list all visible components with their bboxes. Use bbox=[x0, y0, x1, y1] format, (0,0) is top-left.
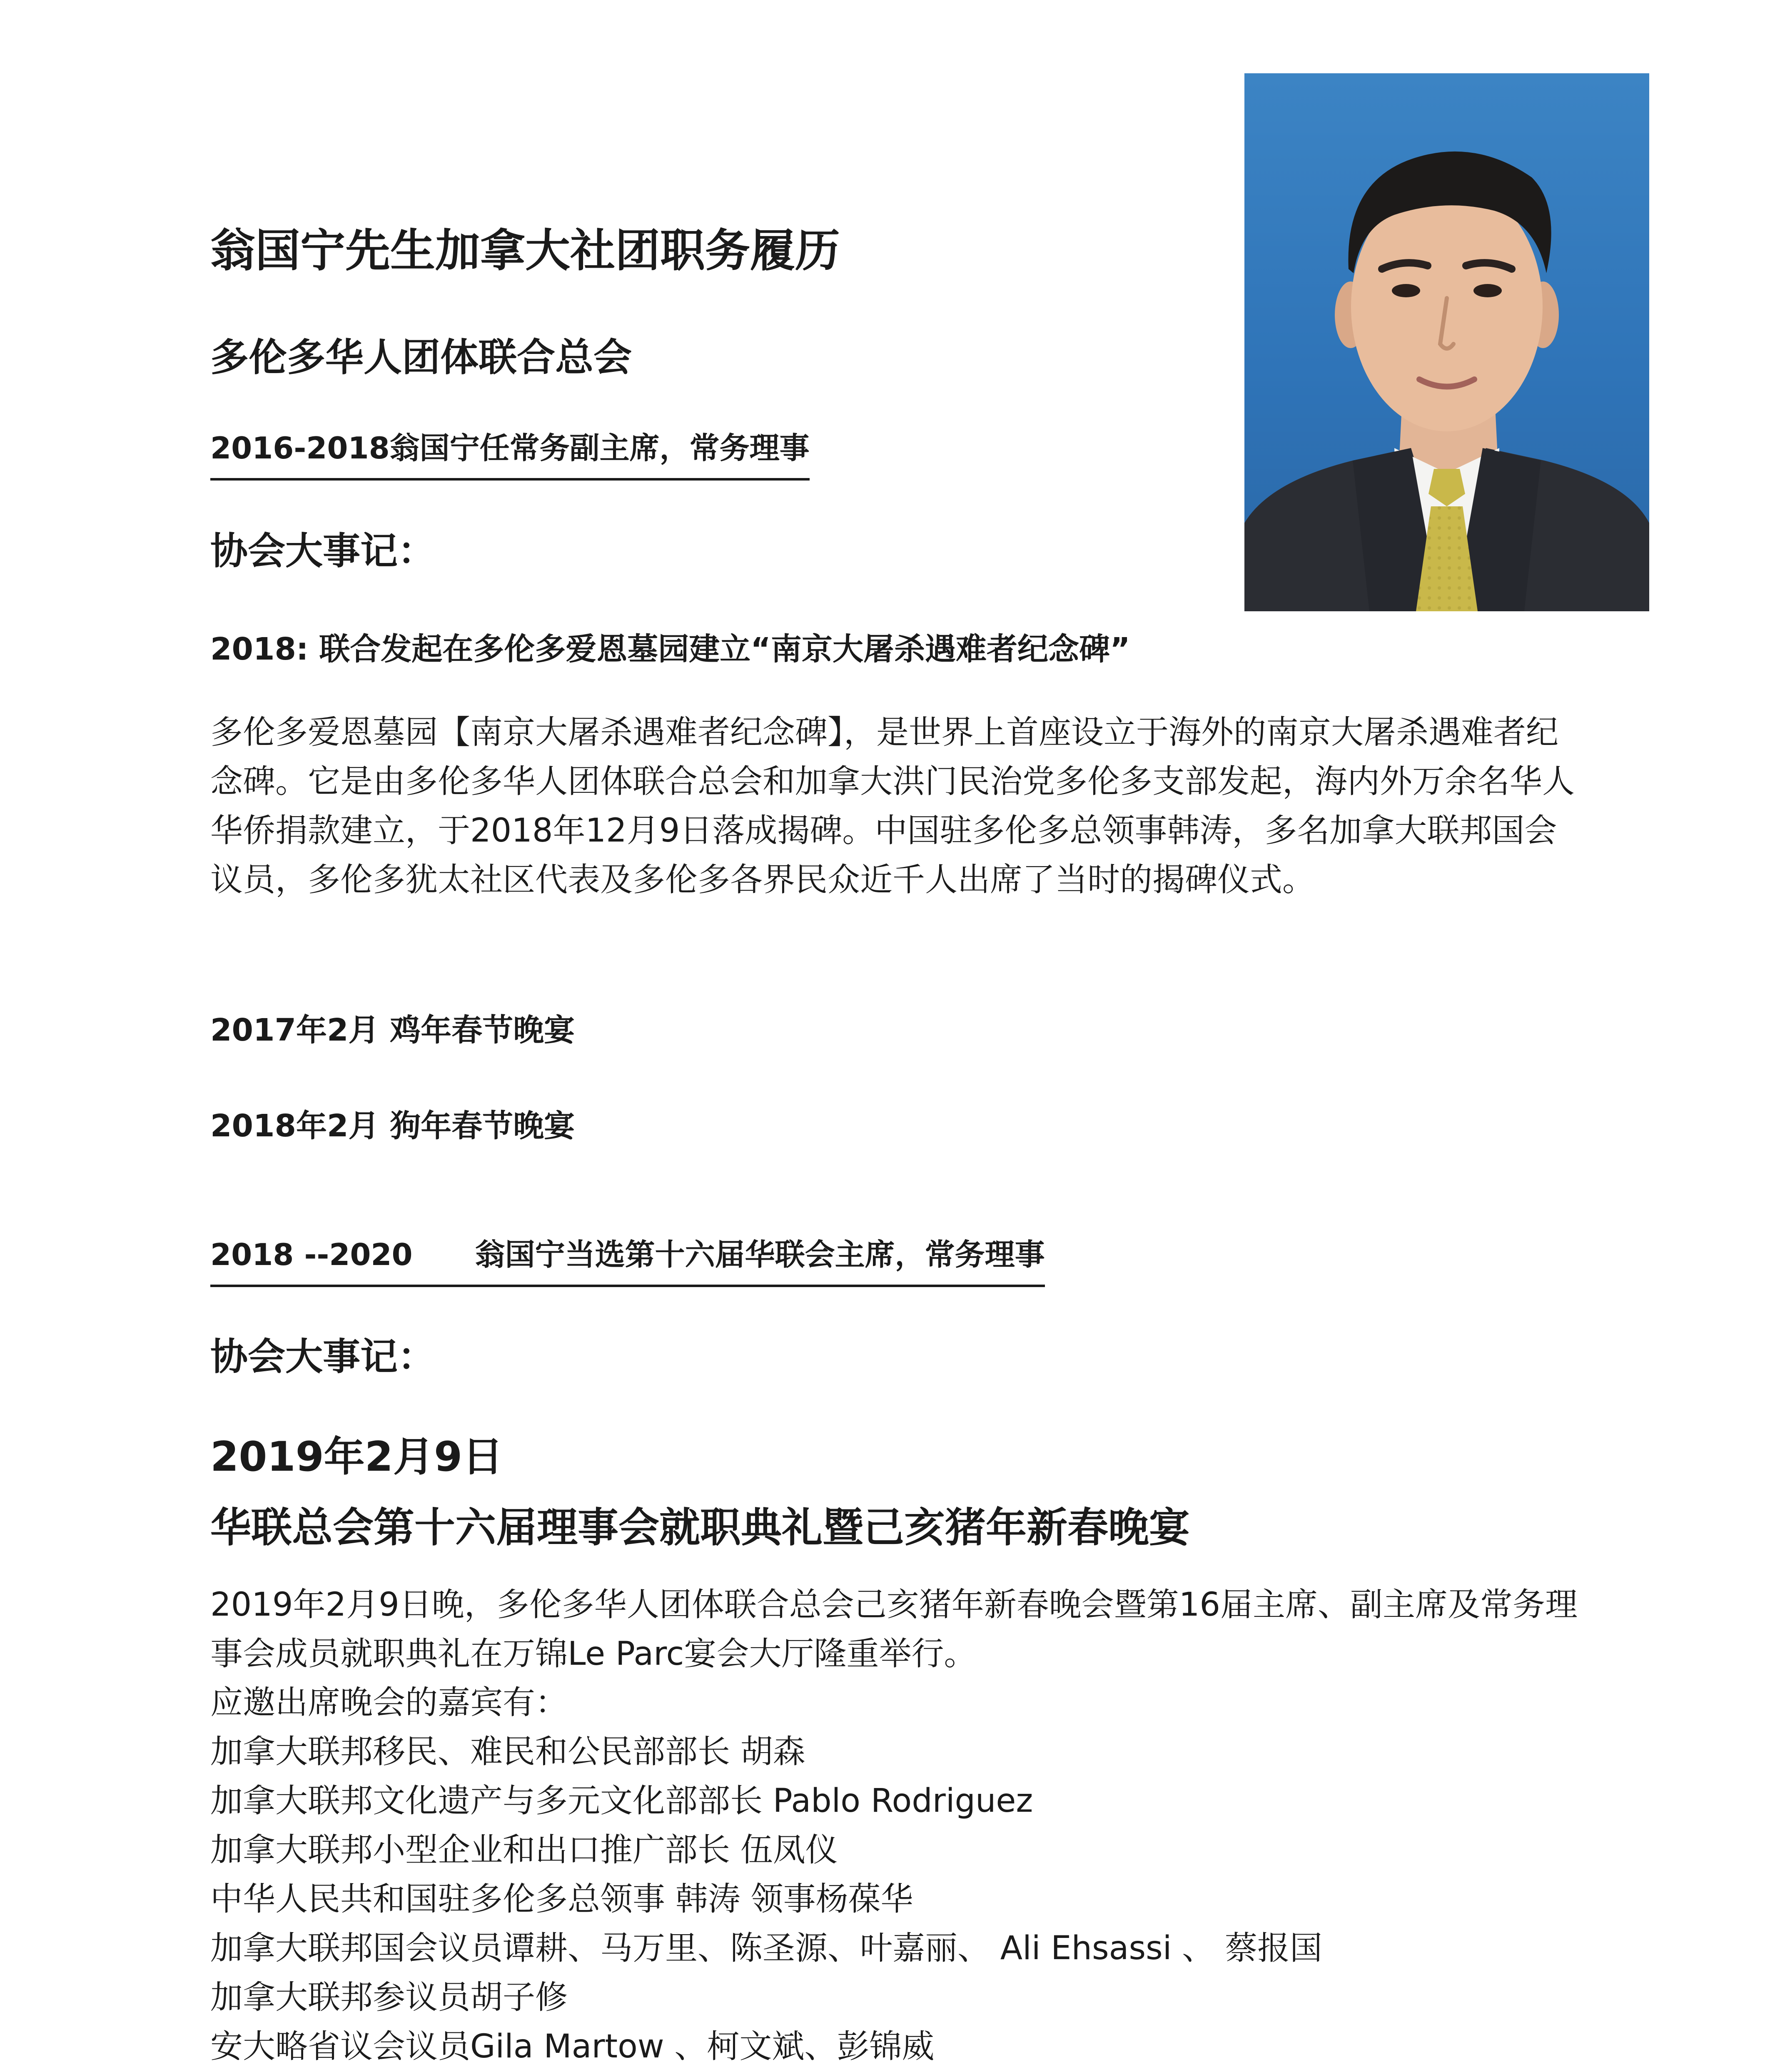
term-heading-2016-2018: 2016-2018翁国宁任常务副主席，常务理事 bbox=[210, 424, 810, 481]
term-heading-2018-2020 bbox=[210, 1230, 1045, 1287]
term-title: 翁国宁当选第十六届华联会主席，常务理事 bbox=[475, 1237, 1045, 1272]
guest-line: 安大略省议会议员Gila Martow 、柯文斌、彭锦威 bbox=[210, 2028, 935, 2065]
event-title: 华联总会第十六届理事会就职典礼暨己亥猪年新春晚宴 bbox=[210, 1504, 1190, 1552]
event-item-2017-feb: 2017年2月 鸡年春节晚宴 bbox=[210, 1012, 575, 1048]
memorial-paragraph: 多伦多爱恩墓园【南京大屠杀遇难者纪念碑】，是世界上首座设立于海外的南京大屠杀遇难者纪念碑。它是由多伦多华人团体联合总会和加拿大洪门民治党多伦多支部发起，海内外万余名华人华侨捐款建立，于2018年12月9日落成揭碑。中国驻多伦多总领事韩涛，多名加拿大联邦国会议员，多伦多犹太社区代表及多伦多各界民众近千人出席了当时的揭碑仪式。 bbox=[210, 714, 1575, 899]
events-label-1: 协会大事记： bbox=[210, 529, 435, 573]
event-item-2018-memorial: 2018: 联合发起在多伦多爱恩墓园建立“南京大屠杀遇难者纪念碑” bbox=[210, 631, 1130, 667]
event-item-2018-feb: 2018年2月 狗年春节晚宴 bbox=[210, 1108, 575, 1144]
guest-line: 加拿大联邦参议员胡子修 bbox=[210, 1979, 568, 2016]
guest-line: 加拿大联邦移民、难民和公民部部长 胡森 bbox=[210, 1733, 805, 1771]
events-label-2: 协会大事记： bbox=[210, 1335, 435, 1379]
guests-intro: 应邀出席晚会的嘉宾有： bbox=[210, 1684, 568, 1721]
page-title: 翁国宁先生加拿大社团职务履历 bbox=[210, 225, 840, 277]
gala-paragraph: 2019年2月9日晚，多伦多华人团体联合总会己亥猪年新春晚会暨第16届主席、副主席及常务理事会成员就职典礼在万锦Le Parc宴会大厅隆重举行。 bbox=[210, 1586, 1578, 1673]
guest-line: 中华人民共和国驻多伦多总领事 韩涛 领事杨葆华 bbox=[210, 1880, 913, 1918]
guest-line: 加拿大联邦国会议员谭耕、马万里、陈圣源、叶嘉丽、 Ali Ehsassi 、 蔡报国 bbox=[210, 1930, 1322, 1967]
term-years: 2018 --2020 bbox=[210, 1237, 413, 1272]
guest-line: 加拿大联邦小型企业和出口推广部长 伍凤仪 bbox=[210, 1831, 838, 1869]
guest-line: 加拿大联邦文化遗产与多元文化部部长 Pablo Rodriguez bbox=[210, 1782, 1033, 1820]
portrait-photo bbox=[1244, 73, 1649, 611]
organization-name: 多伦多华人团体联合总会 bbox=[210, 335, 632, 380]
portrait-illustration bbox=[1244, 73, 1649, 611]
event-date: 2019年2月9日 bbox=[210, 1433, 504, 1481]
